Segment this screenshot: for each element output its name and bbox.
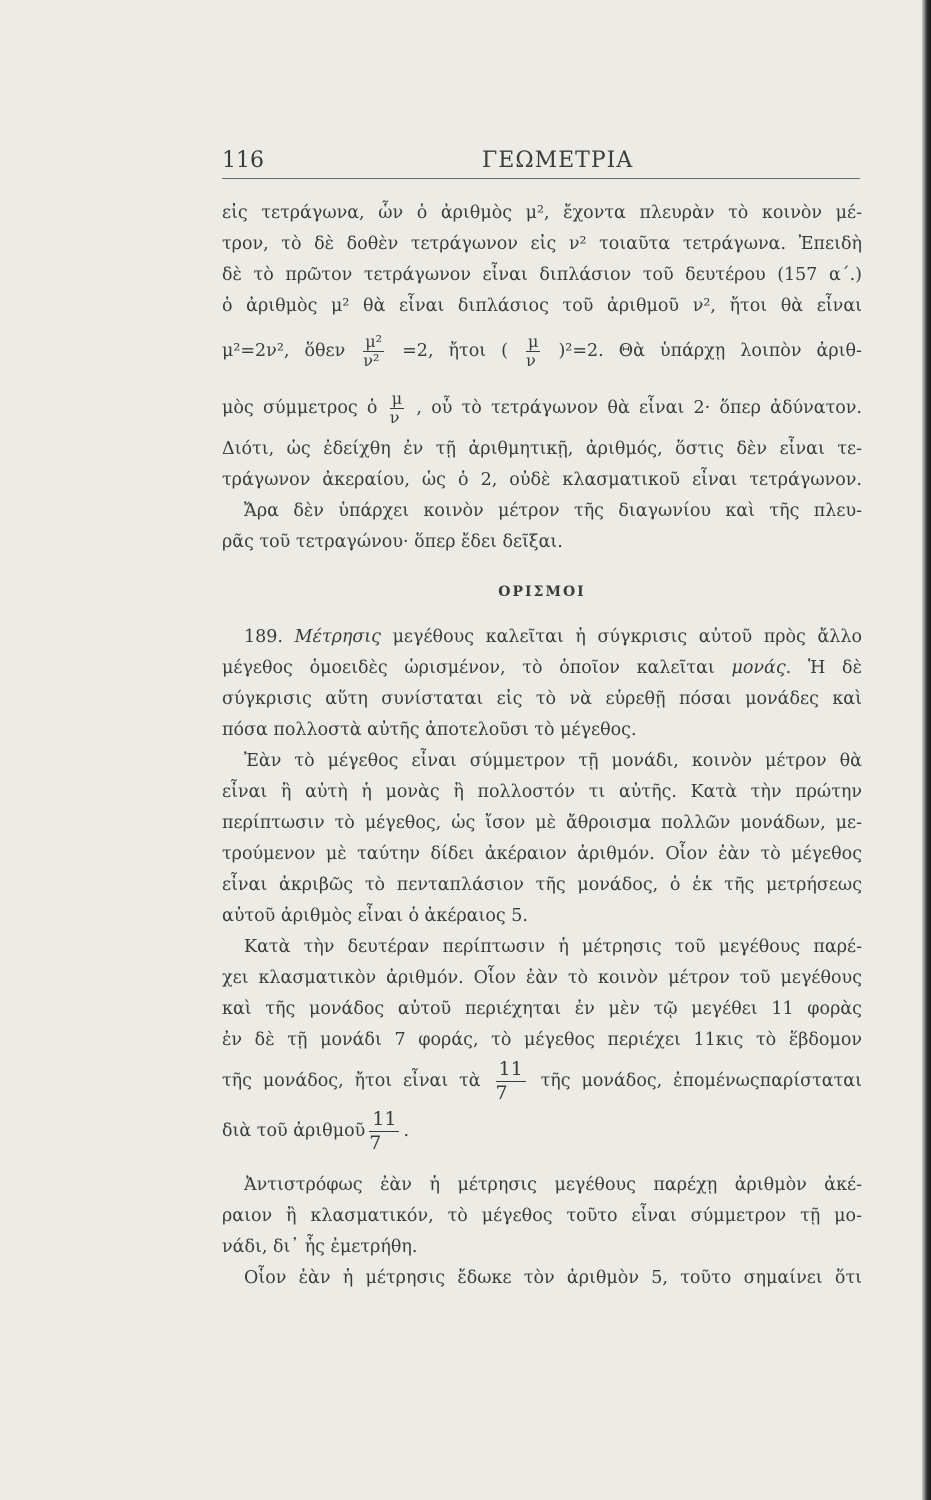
text-line: ρᾶς τοῦ τετραγώνου· ὅπερ ἔδει δεῖξαι.: [222, 532, 563, 552]
spacer: [222, 1156, 862, 1170]
text-line: σύγκρισις αὕτη συνίσταται εἰς τὸ νὰ εὑρεθῇ πόσαι μονάδες καὶ: [222, 689, 862, 709]
fraction-numerator: 11: [369, 1110, 399, 1132]
text-run: .: [403, 1121, 410, 1141]
text-line: τράγωνον ἀκεραίου, ὡς ὁ 2, οὐδὲ κλασματικοῦ εἶναι τετράγωνον.: [222, 470, 862, 490]
text-line: [222, 622, 862, 653]
fraction-denominator: ν: [389, 408, 400, 427]
equation-line: [222, 380, 862, 434]
text-line: [222, 1056, 862, 1106]
page-body: [222, 198, 862, 1294]
fraction-numerator: μ²: [365, 332, 383, 351]
text-line: [222, 653, 862, 684]
fraction-denominator: 7: [369, 1132, 382, 1154]
text-line: περίπτωσιν τὸ μέγεθος, ὡς ἴσον μὲ ἄθροισμα πολλῶν μονάδων, με-: [222, 813, 862, 833]
text-run: μεγέθους καλεῖται ἡ σύγκρισις αὐτοῦ πρὸς ἄλλο: [392, 627, 862, 647]
section-heading: ΟΡΙΣΜΟΙ: [498, 584, 586, 600]
text-line: Κατὰ τὴν δευτέραν περίπτωσιν ἡ μέτρησις τοῦ μεγέθους παρέ-: [244, 937, 862, 957]
text-run: διὰ τοῦ ἀριθμοῦ: [222, 1121, 366, 1141]
text-line: [222, 1106, 862, 1156]
text-line: καὶ τῆς μονάδος αὐτοῦ περιέχηται ἐν μὲν τῷ μεγέθει 11 φορὰς: [222, 999, 862, 1019]
text-line: τρον, τὸ δὲ δοθὲν τετράγωνον εἰς ν² τοιαῦτα τετράγωνα. Ἐπειδὴ: [222, 234, 862, 254]
text-line: τρούμενον μὲ ταύτην δίδει ἀκέραιον ἀριθμόν. Οἷον ἐὰν τὸ μέγεθος: [222, 844, 862, 864]
text-line: αὐτοῦ ἀριθμὸς εἶναι ὁ ἀκέραιος 5.: [222, 906, 528, 926]
running-title: ΓΕΩΜΕΤΡΙΑ: [482, 148, 634, 173]
text-line: δὲ τὸ πρῶτον τετράγωνον εἶναι διπλάσιον τοῦ δευτέρου (157 α΄.): [222, 265, 862, 285]
fraction-11-7: [369, 1110, 399, 1153]
text-line: Οἷον ἐὰν ἡ μέτρησις ἔδωκε τὸν ἀριθμὸν 5, τοῦτο σημαίνει ὅτι: [244, 1268, 862, 1288]
equation-line: [222, 322, 862, 380]
text-line: Ἀντιστρόφως ἐὰν ἡ μέτρησις μεγέθους παρέχῃ ἀριθμὸν ἀκέ-: [244, 1175, 862, 1195]
paragraph-number: 189.: [244, 627, 283, 647]
fraction-denominator: ν: [526, 351, 536, 370]
defined-term: Μέτρησις: [294, 627, 381, 647]
equation-text: μ²=2ν², ὅθεν: [222, 341, 346, 361]
fraction-denominator: 7: [495, 1082, 508, 1104]
running-header: [222, 148, 860, 179]
text-line: εἶναι ἢ αὐτὴ ἡ μονὰς ἢ πολλοστόν τι αὐτῆς. Κατὰ τὴν πρώτην: [222, 782, 862, 802]
text-line: χει κλασματικὸν ἀριθμόν. Οἷον ἐὰν τὸ κοινὸν μέτρον τοῦ μεγέθους: [222, 968, 862, 988]
text-line: εἶναι ἀκριβῶς τὸ πενταπλάσιον τῆς μονάδος, ὁ ἐκ τῆς μετρήσεως: [222, 875, 862, 895]
page-edge-shadow: [922, 0, 931, 1500]
fraction-mu-nu: [390, 391, 404, 426]
text-line: Διότι, ὡς ἐδείχθη ἐν τῇ ἀριθμητικῇ, ἀριθμός, ὅστις δὲν εἶναι τε-: [222, 439, 862, 459]
fraction-mu2-nu2: [363, 334, 384, 369]
fraction-mu-nu: [526, 334, 540, 369]
text-line: Ἐὰν τὸ μέγεθος εἶναι σύμμετρον τῇ μονάδι, κοινὸν μέτρον θὰ: [244, 751, 862, 771]
equation-text: =2, ἤτοι (: [402, 341, 508, 361]
text-line: ἐν δὲ τῇ μονάδι 7 φοράς, τὸ μέγεθος περιέχει 11κις τὸ ἕβδομον: [222, 1030, 862, 1050]
text-line: ραιον ἢ κλασματικόν, τὸ μέγεθος τοῦτο εἶναι σύμμετρον τῇ μο-: [222, 1206, 862, 1226]
text-line: πόσα πολλοστὰ αὐτῆς ἀποτελοῦσι τὸ μέγεθος.: [222, 720, 637, 740]
fraction-denominator: ν²: [363, 351, 380, 370]
text-run: μέγεθος ὁμοειδὲς ὡρισμένον, τὸ ὁποῖον καλεῖται: [222, 658, 715, 678]
fraction-numerator: μ: [391, 389, 403, 408]
defined-term: μονάς: [731, 658, 786, 678]
page-number: 116: [222, 148, 264, 173]
text-line: Ἄρα δὲν ὑπάρχει κοινὸν μέτρον τῆς διαγωνίου καὶ τῆς πλευ-: [244, 501, 862, 521]
text-line: εἰς τετράγωνα, ὧν ὁ ἀριθμὸς μ², ἔχοντα πλευρὰν τὸ κοινὸν μέ-: [222, 203, 862, 223]
fraction-11-7: [496, 1060, 526, 1103]
equation-text: μὸς σύμμετρος ὁ: [222, 398, 378, 418]
text-line: ὁ ἀριθμὸς μ² θὰ εἶναι διπλάσιος τοῦ ἀριθμοῦ ν², ἤτοι θὰ εἶναι: [222, 296, 862, 316]
text-line: νάδι, δι᾿ ἧς ἐμετρήθη.: [222, 1237, 418, 1257]
text-run: τῆς μονάδος, ἐπομένωςπαρίσταται: [540, 1071, 862, 1091]
text-run: . Ἡ δὲ: [785, 658, 862, 678]
fraction-numerator: μ: [528, 332, 539, 351]
text-run: τῆς μονάδος, ἤτοι εἶναι τὰ: [222, 1071, 481, 1091]
fraction-numerator: 11: [496, 1060, 526, 1082]
equation-text: , οὗ τὸ τετράγωνον θὰ εἶναι 2· ὅπερ ἀδύνατον.: [416, 398, 862, 418]
equation-text: )²=2. Θὰ ὑπάρχῃ λοιπὸν ἀριθ-: [558, 341, 862, 361]
